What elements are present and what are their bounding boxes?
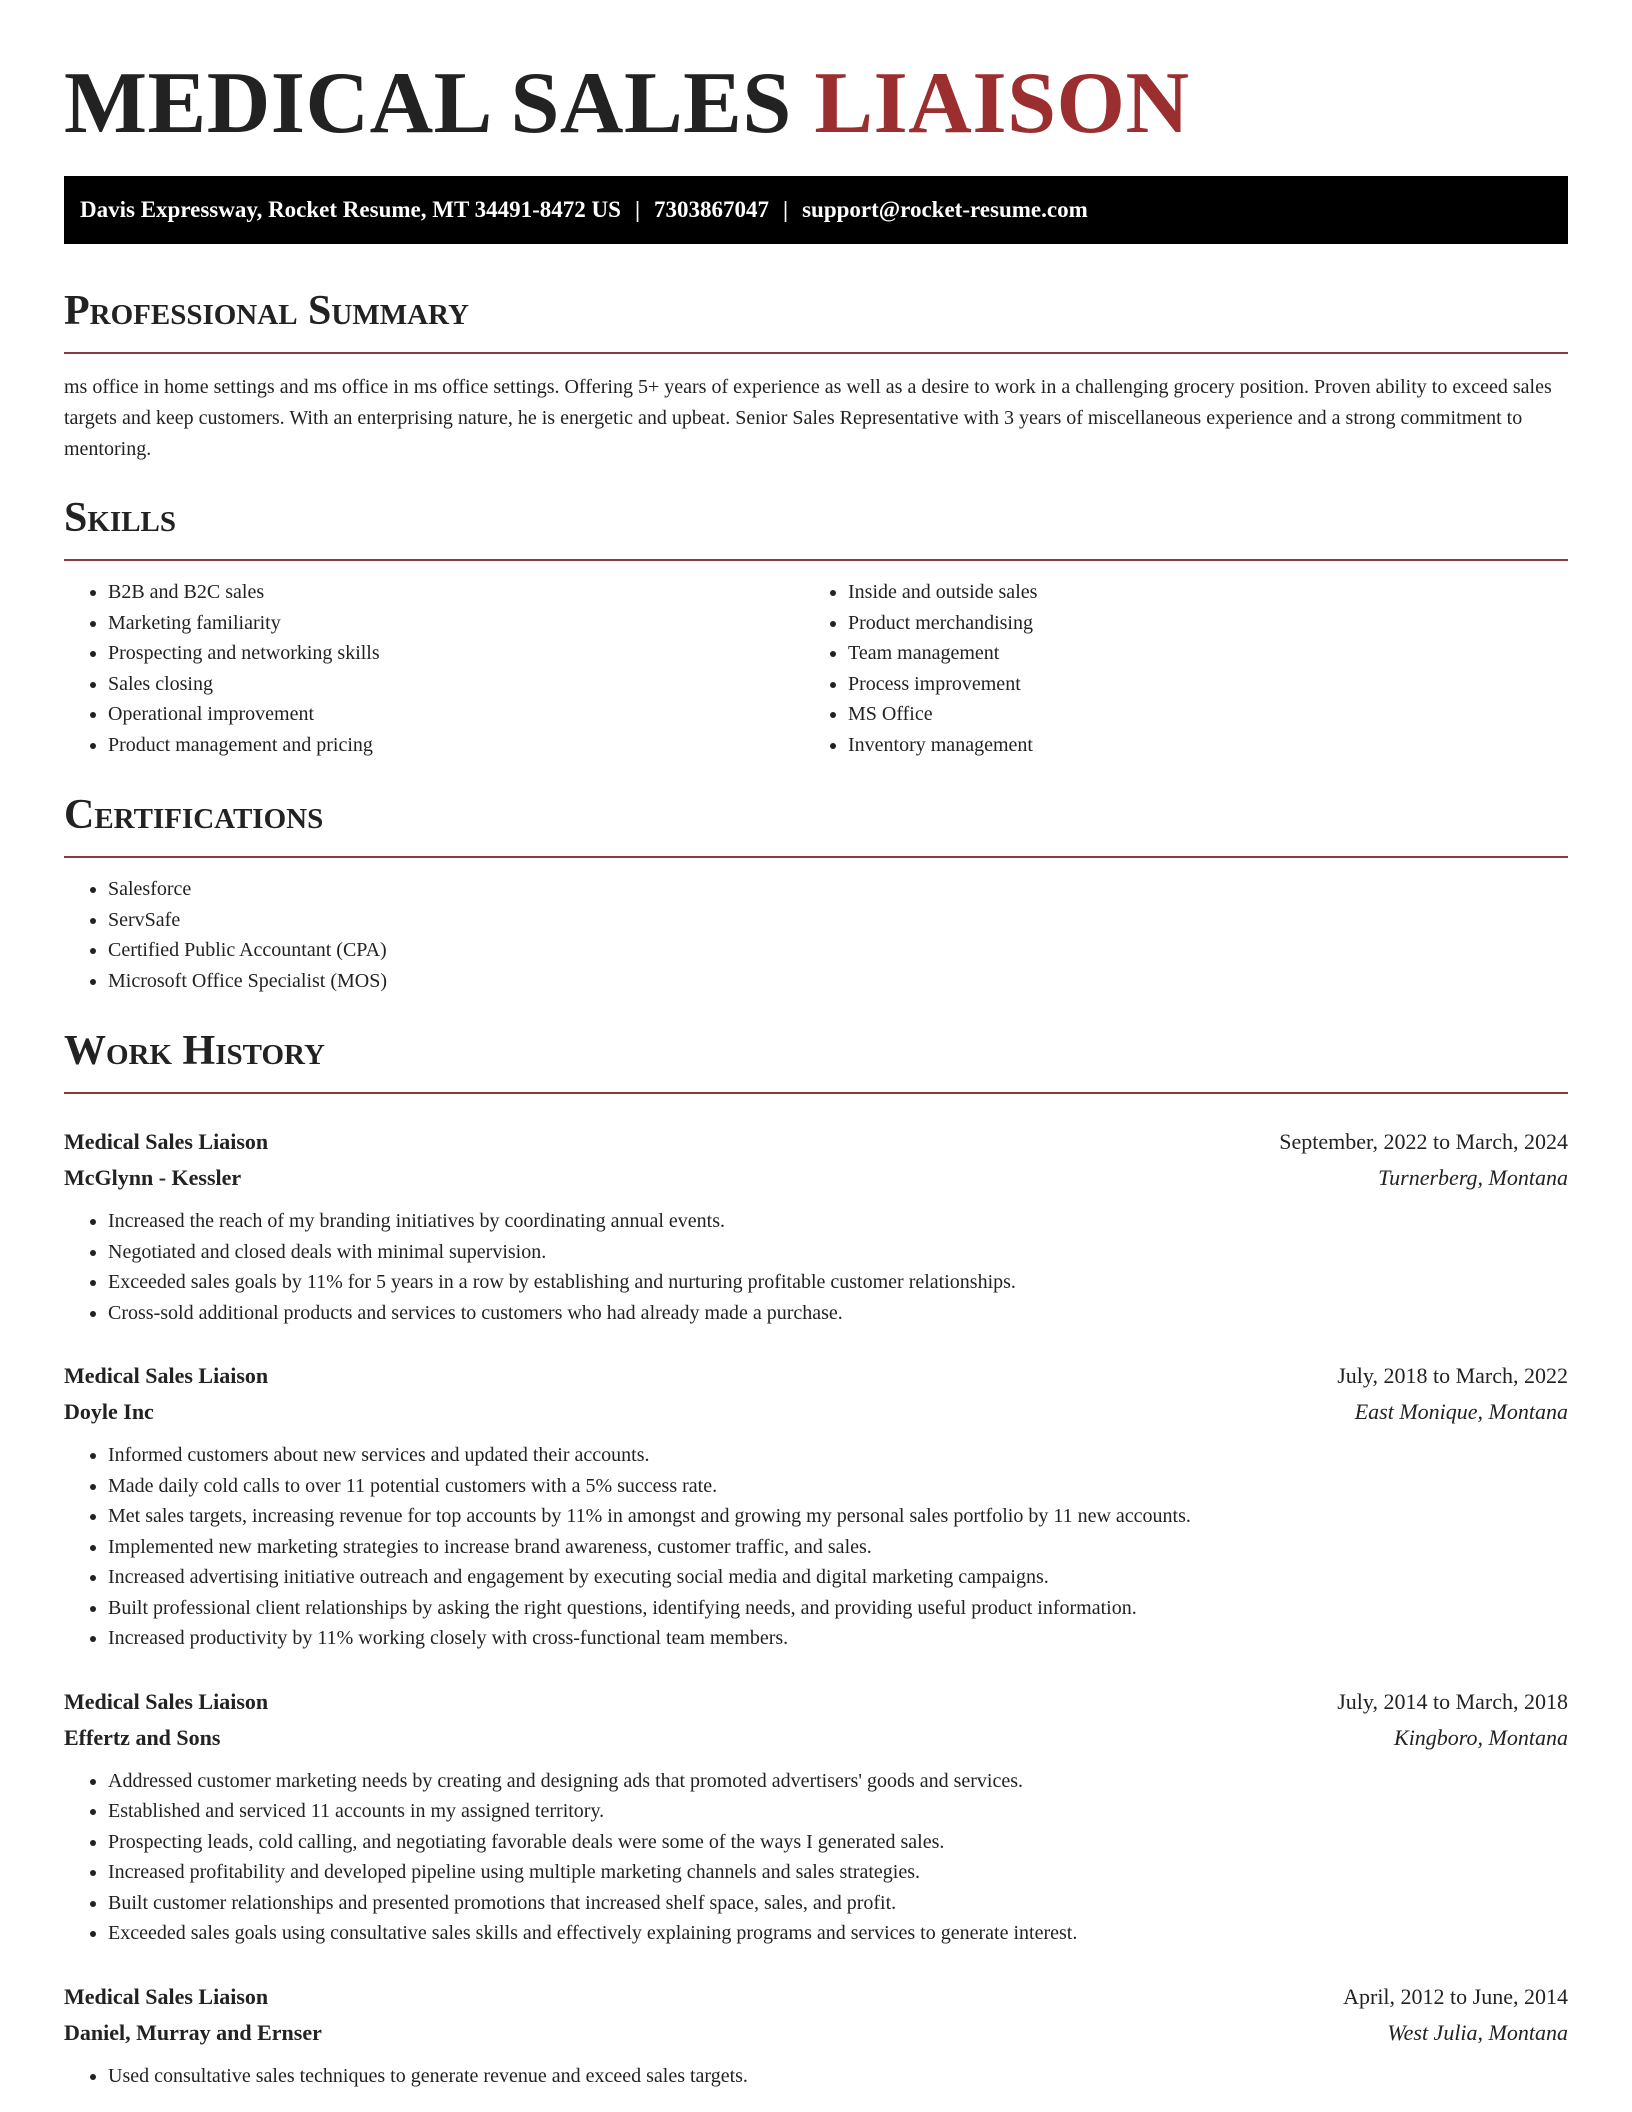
section-divider <box>64 856 1568 858</box>
job-entry <box>64 1684 1568 1949</box>
skill-item: • Marketing familiarity <box>108 608 804 639</box>
job-location: West Julia, Montana <box>1387 2019 1568 2045</box>
job-company: Doyle Inc <box>64 1399 154 1424</box>
job-company-row <box>64 1160 1568 1196</box>
job-bullet: • Informed customers about new services and updated their accounts. <box>108 1440 1568 1471</box>
job-company: McGlynn - Kessler <box>64 1165 242 1190</box>
contact-address: Davis Expressway, Rocket Resume, MT 34491-8472 US <box>80 197 621 222</box>
job-bullet: • Met sales targets, increasing revenue for top accounts by 11% in amongst and growing my personal sales portfolio by 11 new accounts. <box>108 1501 1568 1532</box>
job-bullets <box>64 1440 1568 1654</box>
job-bullet: • Exceeded sales goals using consultative sales skills and effectively explaining programs and services to generate interest. <box>108 1918 1568 1949</box>
job-bullet: • Increased advertising initiative outreach and engagement by executing social media and digital marketing campaigns. <box>108 1562 1568 1593</box>
skill-item: • Prospecting and networking skills <box>108 638 804 669</box>
job-location: Kingboro, Montana <box>1394 1724 1568 1750</box>
skill-item: • Inventory management <box>848 730 1544 761</box>
job-entry <box>64 1979 1568 2092</box>
summary-title: Professional Summary <box>64 288 469 334</box>
summary-section <box>64 286 1568 465</box>
skills-title: Skills <box>64 495 177 541</box>
skills-section <box>64 493 1568 760</box>
name-accent: LIAISON <box>814 55 1190 152</box>
job-header-row <box>64 1979 1568 2015</box>
job-bullet: • Increased the reach of my branding initiatives by coordinating annual events. <box>108 1206 1568 1237</box>
job-bullet: • Built professional client relationships by asking the right questions, identifying needs, and providing useful product information. <box>108 1593 1568 1624</box>
work-history-section <box>64 1026 1568 2091</box>
job-location: East Monique, Montana <box>1354 1399 1568 1424</box>
skills-list-left <box>64 577 804 760</box>
job-bullet: • Implemented new marketing strategies to increase brand awareness, customer traffic, and sales. <box>108 1532 1568 1563</box>
job-bullet: • Made daily cold calls to over 11 potential customers with a 5% success rate. <box>108 1471 1568 1502</box>
skills-column-right <box>804 577 1544 760</box>
skill-item: • Process improvement <box>848 669 1544 700</box>
contact-separator: | <box>634 197 641 222</box>
job-bullet: • Negotiated and closed deals with minimal supervision. <box>108 1237 1568 1268</box>
skill-item: • Product management and pricing <box>108 730 804 761</box>
job-bullets <box>64 1766 1568 1949</box>
section-divider <box>64 352 1568 354</box>
job-title: Medical Sales Liaison <box>64 1983 269 2009</box>
job-header-row <box>64 1124 1568 1160</box>
certification-item: • Salesforce <box>108 874 1568 905</box>
job-company-row <box>64 1394 1568 1430</box>
resume-page <box>64 0 1568 2091</box>
job-bullet: • Built customer relationships and presented promotions that increased shelf space, sales, and profit. <box>108 1888 1568 1919</box>
contact-email[interactable]: support@rocket-resume.com <box>802 197 1088 222</box>
certification-item: • Microsoft Office Specialist (MOS) <box>108 966 1568 997</box>
job-bullet: • Established and serviced 11 accounts in my assigned territory. <box>108 1796 1568 1827</box>
job-title: Medical Sales Liaison <box>64 1129 269 1154</box>
job-entry <box>64 1358 1568 1654</box>
skill-item: • B2B and B2C sales <box>108 577 804 608</box>
job-bullet: • Addressed customer marketing needs by creating and designing ads that promoted advertisers' goods and services. <box>108 1766 1568 1797</box>
job-dates: April, 2012 to June, 2014 <box>1343 1983 1568 2009</box>
certifications-title: Certifications <box>64 792 324 838</box>
job-company: Effertz and Sons <box>64 1724 221 1750</box>
job-header-row <box>64 1684 1568 1720</box>
certifications-list <box>64 874 1568 996</box>
skill-item: • Team management <box>848 638 1544 669</box>
jobs-list <box>64 1124 1568 2091</box>
job-dates: July, 2014 to March, 2018 <box>1337 1688 1568 1714</box>
skill-item: • Inside and outside sales <box>848 577 1544 608</box>
job-company-row <box>64 1720 1568 1756</box>
job-bullets <box>64 1206 1568 1328</box>
job-dates: September, 2022 to March, 2024 <box>1279 1129 1568 1154</box>
job-bullets <box>64 2061 1568 2092</box>
certification-item: • Certified Public Accountant (CPA) <box>108 935 1568 966</box>
job-company: Daniel, Murray and Ernser <box>64 2019 322 2045</box>
contact-phone[interactable]: 7303867047 <box>654 197 770 222</box>
work-history-title: Work History <box>64 1028 325 1074</box>
job-bullet: • Exceeded sales goals by 11% for 5 years in a row by establishing and nurturing profitable customer relationships. <box>108 1267 1568 1298</box>
job-dates: July, 2018 to March, 2022 <box>1337 1363 1568 1388</box>
section-divider <box>64 559 1568 561</box>
skill-item: • Product merchandising <box>848 608 1544 639</box>
skill-item: • MS Office <box>848 699 1544 730</box>
skills-column-left <box>64 577 804 760</box>
skills-columns <box>64 577 1568 760</box>
job-entry <box>64 1124 1568 1328</box>
name-main: MEDICAL SALES <box>64 55 792 152</box>
skill-item: • Sales closing <box>108 669 804 700</box>
job-bullet: • Used consultative sales techniques to generate revenue and exceed sales targets. <box>108 2061 1568 2092</box>
job-bullet: • Increased profitability and developed pipeline using multiple marketing channels and sales strategies. <box>108 1857 1568 1888</box>
skills-list-right <box>804 577 1544 760</box>
skill-item: • Operational improvement <box>108 699 804 730</box>
job-location: Turnerberg, Montana <box>1378 1165 1568 1190</box>
job-bullet: • Prospecting leads, cold calling, and negotiating favorable deals were some of the ways I generated sales. <box>108 1827 1568 1858</box>
job-title: Medical Sales Liaison <box>64 1688 269 1714</box>
certification-item: • ServSafe <box>108 905 1568 936</box>
contact-separator: | <box>783 197 789 222</box>
job-bullet: • Cross-sold additional products and services to customers who had already made a purchase. <box>108 1298 1568 1329</box>
contact-bar <box>64 176 1568 244</box>
resume-name <box>64 56 1568 152</box>
job-header-row <box>64 1358 1568 1394</box>
job-title: Medical Sales Liaison <box>64 1363 269 1388</box>
summary-text: ms office in home settings and ms office in ms office settings. Offering 5+ years of experience as well as a desire to work in a challenging grocery position. Proven ability to exceed sales targets and keep customers. With an enterprising nature, he is energetic and upbeat. Senior Sales Representative with 3 years of miscellaneous experience and a strong commitment to mentoring. <box>64 376 1552 460</box>
job-company-row <box>64 2015 1568 2051</box>
job-bullet: • Increased productivity by 11% working closely with cross-functional team members. <box>108 1623 1568 1654</box>
section-divider <box>64 1092 1568 1094</box>
certifications-section <box>64 790 1568 996</box>
